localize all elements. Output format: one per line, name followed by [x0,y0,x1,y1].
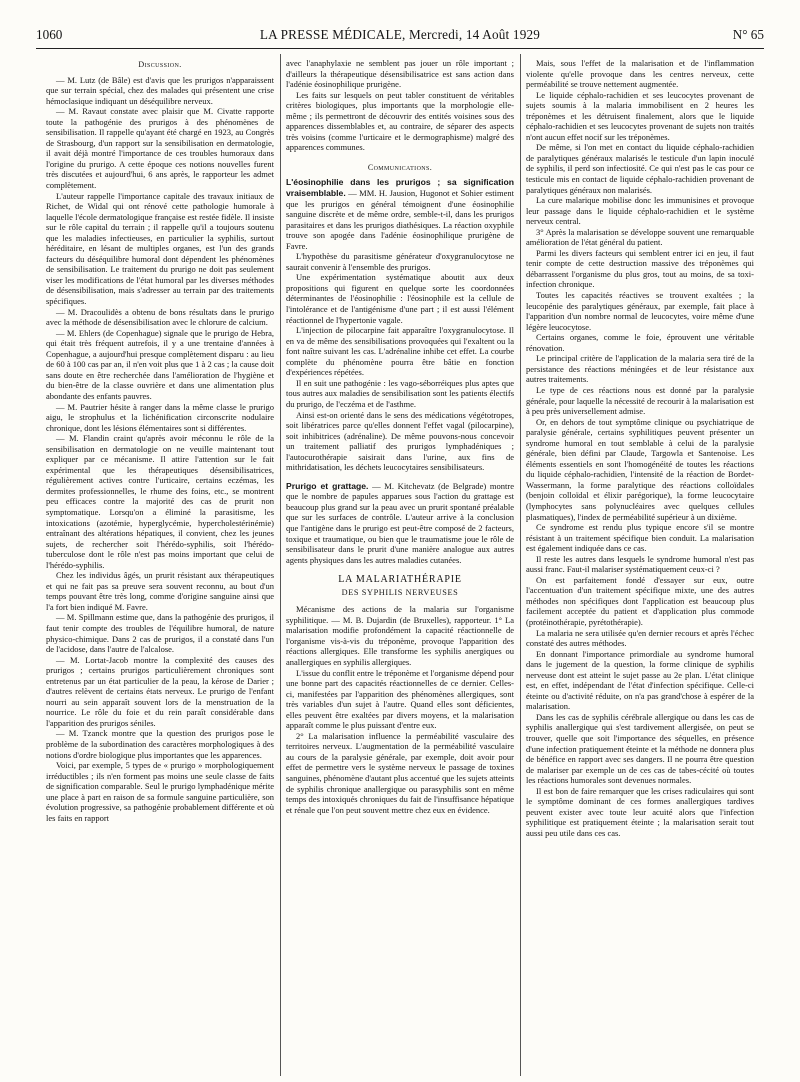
paragraph: — M. Spillmann estime que, dans la pathogénie des prurigos, il faut tenir compte des troubles de l'équilibre humoral, de nature physico-chimique. Dans 2 cas de prurigos, il a constaté dans l'un de l'acidose, dans l'autre de l'alcalose. [46,612,274,655]
paragraph: — MM. H. Jausion, Hugonot et Sohier estiment que les prurigos en général témoignent d'une éosinophilie sanguine discrète et de même ordre, semble-t-il, dans les prurigos parasitaires et dans les prurigos diathésiques. La réaction oxyphile trouve son apogée dans l'adénie éosinophilique prurigène de Favre. [286,188,514,251]
paragraph: La cure malarique mobilise donc les immunisines et provoque leur passage dans le liquide céphalo-rachidien et le système nerveux central. [526,195,754,227]
paragraph: Chez les individus âgés, un prurit résistant aux thérapeutiques et qui ne fait pas sa preuve sera souvent reconnu, au bout d'un temps pouvant être très long, comme d'origine sanguine ainsi que l'a fort bien indiqué M. Favre. [46,570,274,612]
paragraph: Le liquide céphalo-rachidien et ses leucocytes provenant de sujets soumis à la malaria immobilisent en 2 heures les tréponèmes et les détruisent finalement, alors que le liquide céphalo-rachidien et ses leucocytes provenant de sujets non traités n'ont aucun effet nocif sur les tréponèmes. [526,89,754,142]
column-3 [526,58,754,1074]
paragraph: — M. Dracoulidès a obtenu de bons résultats dans le prurigo avec la méthode de désensibilisation avec le chlorure de calcium. [46,306,274,328]
communication-2 [286,481,514,565]
paragraph: La malaria ne sera utilisée qu'en dernier recours et après l'échec constaté des autres méthodes. [526,627,754,649]
paragraph: 3° Après la malarisation se développe souvent une remarquable amélioration de l'état général du patient. [526,226,754,248]
paragraph: Voici, par exemple, 5 types de « prurigo » morphologiquement irréductibles ; ils n'en forment pas moins une seule classe de faits de signification comparable. Seul le prurigo lymphadénique mérite une place à part en raison de sa formule sanguine particulière, son évolution progressive, sa pathogénie probablement différente et où les faits en rapport [46,760,274,823]
paragraph: — M. Flandin craint qu'après avoir méconnu le rôle de la sensibilisation en dermatologie on ne veuille maintenant tout expliquer par ce mécanisme. Il attire l'attention sur le fait expérimental que les thérapeutiques désensibilisatrices, régulièrement actives contre l'urticaire, certains eczémas, les dermites professionnelles, le rhume des foins, etc., se montrent peu efficaces contre la majorité des cas de prurit non symptomatique. Lorsqu'on a éliminé la parasitisme, les intoxications (azotémie, hyperglycémie, hypercholestérinémie) entraînant des altérations hépatiques, il convient, chez les jeunes sujets, de rechercher soit l'hérédo-syphilis, soit l'hérédo-tuberculose dont le rôle n'est pas moins important que celui de l'hérédo-syphilis. [46,433,274,570]
paragraph: Mais, sous l'effet de la malarisation et de l'inflammation violente qu'elle provoque dans les centres nerveux, cette perméabilité se trouve nettement augmentée. [526,58,754,90]
paragraph: avec l'anaphylaxie ne semblent pas jouer un rôle important ; d'ailleurs la thérapeutique désensibilisatrice est sans action dans l'adénie éosinophilique prurigène. [286,58,514,90]
paragraph: Le principal critère de l'application de la malaria sera tiré de la persistance des réactions méningées et de leur résistance aux autres traitements. [526,353,754,385]
section-heading: Discussion. [138,60,182,69]
paragraph: Ainsi est-on orienté dans le sens des médications végétotropes, soit libératrices parce qu'elles donnent l'effet vagal (pilocarpine), soit inhibitrices (adrénaline). De même pouvons-nous concevoir un traitement palliatif des prurigos lymphadéniques ; l'autocurothérapie saisirait dans l'urine, aux fins de mithridatisation, les déchets leucocytaires sensibilisateurs. [286,409,514,473]
paragraph: Mécanisme des actions de la malaria sur l'organisme syphilitique. — M. B. Dujardin (de Bruxelles), rapporteur. 1° La malarisation modifie profondément la capacité réactionnelle de l'organisme vis-à-vis du tréponème, provoque l'apparition des réactions allergiques. Elle transforme les syphilis anergiques ou anallergiques en syphilis allergiques. [286,604,514,667]
paragraph: — M. Ehlers (de Copenhague) signale que le prurigo de Hebra, qui était très fréquent autrefois, il y a une trentaine d'années à Copenhague, a aujourd'hui presque complètement disparu : au lieu de 60 à 100 cas par an, il n'en voit plus que 1 à 2 cas ; la cause doit sans doute en être recherchée dans l'amélioration de l'hygiène et du bien-être de la classe ouvrière et dans une alimentation plus abondante des enfants pauvres. [46,327,274,401]
section-heading: Communications. [367,162,433,172]
paragraph: L'issue du conflit entre le tréponème et l'organisme dépend pour une bonne part des capacités réactionnelles de ce dernier. Celles-ci, manifestées par l'apparition des phénomènes allergiques, sont très variables d'un sujet à l'autre. Quand elles sont déficientes, elles peuvent être exaltées par divers moyens, et la malarisation apparaît comme le plus puissant d'entre eux. [286,667,514,731]
paragraph: Il en suit une pathogénie : les vago-séborréiques plus aptes que tous autres aux maladies de sensibilisation sont les patients électifs du prurigo, de l'eczéma et de l'asthme. [286,377,514,409]
paragraph: Une expérimentation systématique aboutit aux deux propositions qui figurent en quelque sorte les coordonnées déterminantes de l'éosinophilie : l'éosinophile est la cellule de l'intolérance et de l'antigénisme d'une part ; il est aussi l'élément réactionnel de l'hypertonie vagale. [286,272,514,325]
paragraph: — M. Pautrier hésite à ranger dans la même classe le prurigo aigu, le strophulus et la lichénification circonscrite nodulaire chronique, dont les lésions élémentaires sont si différentes. [46,401,274,433]
issue-number: N° 65 [732,27,764,42]
paragraph: Toutes les capacités réactives se trouvent exaltées ; la leucopénie des paralytiques généraux, par exemple, fait place à l'apparition d'un nombre normal de leucocytes, voire même d'une légère leucocytose. [526,290,754,332]
article-heading: LA MALARIATHÉRAPIE [338,574,462,586]
column-2 [286,58,514,1074]
paragraph: Ce syndrome est rendu plus typique encore s'il se montre résistant à un traitement spécifique bien conduit. La malarisation est également indiquée dans ce cas. [526,522,754,554]
paragraph: — M. Tzanck montre que la question des prurigos pose le problème de la subordination des caractères morphologiques à des notions d'ordre biologique plus importantes que les apparences. [46,728,274,760]
page-number: 1060 [36,27,63,42]
paragraph: L'injection de pilocarpine fait apparaître l'oxygranulocytose. Il en va de même des sensibilisations provoquées qui l'exaltent ou la font naître suivant les cas. L'adrénaline inhibe cet effet. La courbe complète du phénomène pourra être bâtie en fonction d'expériences répétées. [286,325,514,378]
column-divider [520,54,521,1076]
communication-1 [286,177,514,251]
paragraph: En donnant l'importance primordiale au syndrome humoral dans le jugement de la question, la forme clinique de syphilis nerveuse dont est atteint le sujet passe au 2e plan. L'état clinique est, en effet, indépendant de l'état d'infection spécifique. Celle-ci éteinte ou d'activité réduite, on n'a pas grand'chose à espérer de la malarisation. [526,648,754,712]
paragraph: On est parfaitement fondé d'essayer sur eux, outre l'accentuation d'un traitement spécifique mixte, une des autres méthodes non spécifiques dont l'application est beaucoup plus facilement acceptée du patient et d'application plus commode (protéinothérapie, pyrétothérapie). [526,574,754,627]
page-header [36,27,764,43]
header-rule [36,48,764,49]
column-divider [280,54,281,1076]
paragraph: Il est bon de faire remarquer que les crises radiculaires qui sont le symptôme dominant de ces formes anallergiques tardives peuvent exister avec toute leur acuité alors que l'infection syphilitique est pratiquement éteinte ; la malarisation serait tout aussi peu utile dans ces cas. [526,785,754,838]
paragraph: Il reste les autres dans lesquels le syndrome humoral n'est pas aussi franc. Faut-il malariser systématiquement ceux-ci ? [526,553,754,575]
paragraph: Dans les cas de syphilis cérébrale allergique ou dans les cas de syphilis anallergique qui s'est tardivement allergisée, on peut se trouver, quelle que soit l'importance des séquelles, en présence d'une infection pratiquement éteinte et la méthode ne donnera plus de bénéfice en rapport avec ses dangers. Il ne pourra être question de malariser par exemple un de ces cas de tabes-cécité où toutes les réactions humorales sont devenues normales. [526,711,754,786]
paragraph: Certains organes, comme le foie, éprouvent une véritable rénovation. [526,332,754,353]
paragraph: Les faits sur lesquels on peut tabler constituent de véritables critères biologiques, plus importants que la morphologie elle-même ; ils permettront de découvrir des entités voisines sous des apparences dissemblables et, au contraire, de séparer des aspects très voisins (comme l'urticaire et le dermographisme) malgré des apparences communes. [286,89,514,153]
paragraph: — M. Lutz (de Bâle) est d'avis que les prurigos n'apparaissent que sur terrain spécial, chez des malades qui présentent une crise hémoclasique indiquant un déséquilibre nerveux. [46,74,274,106]
paragraph: Or, en dehors de tout symptôme clinique ou psychiatrique de paralysie générale, certains syphilitiques peuvent présenter un syndrome humoral en tout semblable à celui de la paralysie générale, bien défini par Claude, Targowla et Santenoise. Les éléments essentiels en sont l'homogénéité de toutes les réactions du liquide céphalo-rachidien, l'intensité de la réaction de Bordet-Wassermann, la forme paralytique des réactions colloïdales (benjoin colloïdal et élixir parégorique), la forme leucocytaire (lymphocytes sans polynucléaires avec quelques cellules plasmatiques), l'index de perméabilité supérieur à un dixième. [526,416,754,522]
paragraph: L'hypothèse du parasitisme générateur d'oxygranulocytose ne saurait convenir à l'ensemble des prurigos. [286,251,514,272]
paragraph: L'auteur rappelle l'importance capitale des travaux initiaux de Richet, de Widal qui ont rénové cette pathologie humorale à laquelle l'école dermatologique française est restée fidèle. Il insiste sur le rôle capital du terrain ; il rappelle qu'il a toujours soutenu que les maladies infectieuses, en particulier la syphilis, surtout héréditaire, en lésant de multiples organes, est l'un des grands facteurs du déséquilibre humoral dont dépendent les phénomènes de sensibilisation. Le traitement du prurigo ne doit pas seulement viser les modifications de l'état humoral par les diverses méthodes de désensibilisation, mais s'adresser au terrain par des traitements spécifiques. [46,190,274,307]
paragraph: — M. Lortat-Jacob montre la complexité des causes des prurigos ; certains prurigos particulièrement chroniques sont entretenus par un état particulier de la peau, la kérose de Darier ; d'autres relèvent de certains états nerveux. Le prurigo de l'enfant nourri au sein apparaît souvent lors de la menstruation de la nourrice. Le rôle du foie et du rein paraît considérable dans l'apparition des prurigos séniles. [46,654,274,728]
paragraph: 2° La malarisation influence la perméabilité vasculaire des territoires nerveux. L'augmentation de la perméabilité vasculaire au cours de la paralysie générale, par exemple, doit avoir pour effet de permettre vers le système nerveux le passage de toxines sanguines, phénomène d'autant plus accentué que les sujets atteints de syphilis chronique anallergique ou parasyphilis sont en même temps des intoxiqués chroniques du fait de l'insuffisance hépatique et rénale que l'on peut souvent mettre chez eux en évidence. [286,730,514,815]
paragraph: — M. Ravaut constate avec plaisir que M. Civatte rapporte toute la pathogénie des prurigos à des phénomènes de sensibilisation. Il rappelle qu'ayant été chargé en 1923, au Congrès de Strasbourg, d'un rapport sur la sensibilisation en dermatologie, il avait déjà montré l'importance de ces troubles humoraux dans l'origine du prurigo. A cette époque ces notions nouvelles furent très discutées et aujourd'hui, 6 ans après, le rapporteur les admet complètement. [46,106,274,191]
communication-title: Prurigo et grattage. [286,480,369,491]
article-subheading: DES SYPHILIS NERVEUSES [341,587,459,597]
paragraph: Le type de ces réactions nous est donné par la paralysie générale, pour laquelle la nécessité de recourir à la malarisation est à peu près universellement admise. [526,384,754,417]
column-1 [46,58,274,1074]
communication-title: L'éosinophilie dans les prurigos ; sa signification vraisemblable. [286,177,514,199]
paragraph: De même, si l'on met en contact du liquide céphalo-rachidien de paralytiques généraux malarisés le testicule d'un lapin inoculé de syphilis, il perd son infectiosité. Ce qui n'est pas le cas pour ce testicule mis en contact de liquide céphalo-rachidien provenant de paralytiques généraux non malarisés. [526,142,754,195]
paragraph: — M. Kitchevatz (de Belgrade) montre que le nombre de papules apparues sous l'action du grattage est beaucoup plus grand sur la peau avec un prurit spontané préalable que sur les surfaces de contrôle. L'auteur arrive à la conclusion que l'antigène dans le prurigo est peut-être composé de 2 facteurs, toxique et traumatique, ou bien que le traumatisme joue le rôle de sensibilisateur dans le prurit d'une manière analogue aux autres agents physiques dans les autres maladies cutanées. [286,480,514,565]
paragraph: Parmi les divers facteurs qui semblent entrer ici en jeu, il faut tenir compte de cette destruction massive des tréponèmes qui débarrassent l'organisme du plus gros, tout au moins, de sa toxi-infection chronique. [526,247,754,290]
journal-title: LA PRESSE MÉDICALE, Mercredi, 14 Août 1929 [259,27,541,42]
